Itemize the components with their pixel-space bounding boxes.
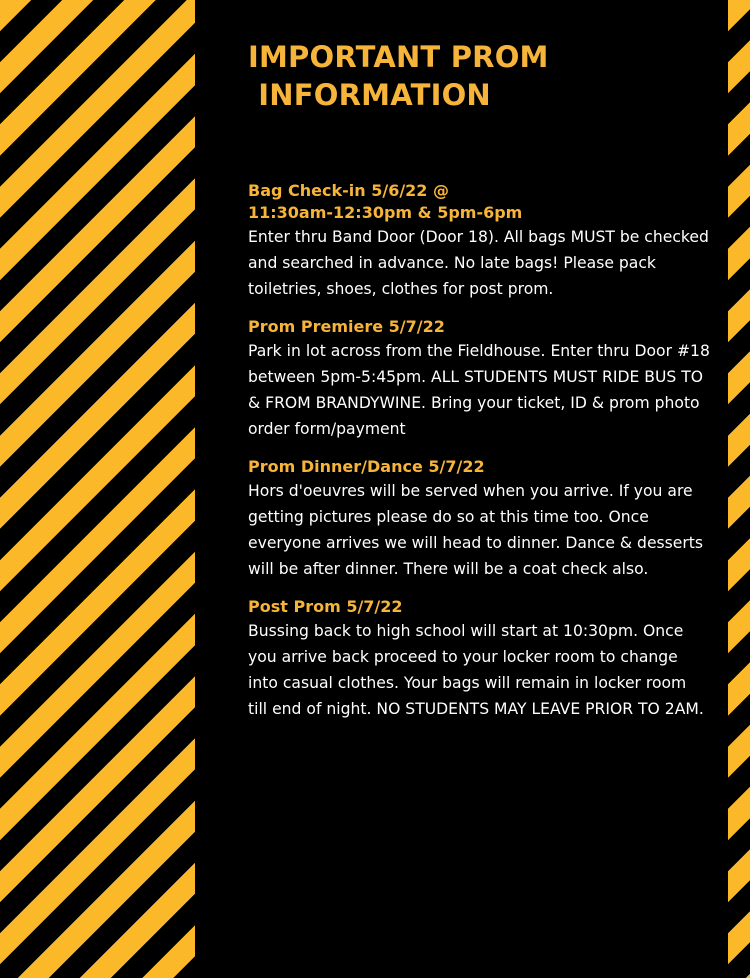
section-heading [248, 180, 710, 224]
heading-line: Prom Dinner/Dance 5/7/22 [248, 457, 485, 476]
right-hazard-stripes [728, 0, 750, 978]
section-body: Hors d'oeuvres will be served when you arrive. If you are getting pictures please do so at this time too. Once everyone arrives we will head to dinner. Dance & desserts will be after dinner. There will be a coat check also. [248, 482, 704, 578]
section-body: Bussing back to high school will start at 10:30pm. Once you arrive back proceed to your locker room to change into casual clothes. Your bags will remain in locker room till end of night. NO STUDENTS MAY LEAVE PRIOR TO 2AM. [248, 622, 704, 718]
section-heading [248, 596, 710, 618]
heading-line: Post Prom 5/7/22 [248, 597, 403, 616]
heading-line: Bag Check-in 5/6/22 @ [248, 181, 449, 200]
left-hazard-stripes [0, 0, 195, 978]
flyer-content [248, 38, 710, 736]
section-heading [248, 316, 710, 338]
heading-line: 11:30am-12:30pm & 5pm-6pm [248, 203, 523, 222]
section-bag-check-in [248, 180, 710, 302]
section-prom-dinner-dance [248, 456, 710, 582]
section-body: Park in lot across from the Fieldhouse. Enter thru Door #18 between 5pm-5:45pm. ALL STUDENTS MUST RIDE BUS TO & FROM BRANDYWINE. Bring your ticket, ID & prom photo order form/payment [248, 342, 710, 438]
heading-line: Prom Premiere 5/7/22 [248, 317, 445, 336]
page-title [248, 38, 710, 114]
info-sections [248, 180, 710, 722]
section-heading [248, 456, 710, 478]
section-post-prom [248, 596, 710, 722]
section-body: Enter thru Band Door (Door 18). All bags MUST be checked and searched in advance. No late bags! Please pack toiletries, shoes, clothes for post prom. [248, 228, 709, 298]
section-prom-premiere [248, 316, 710, 442]
title-line-2: INFORMATION [248, 78, 491, 112]
title-line-1: IMPORTANT PROM [248, 40, 549, 74]
